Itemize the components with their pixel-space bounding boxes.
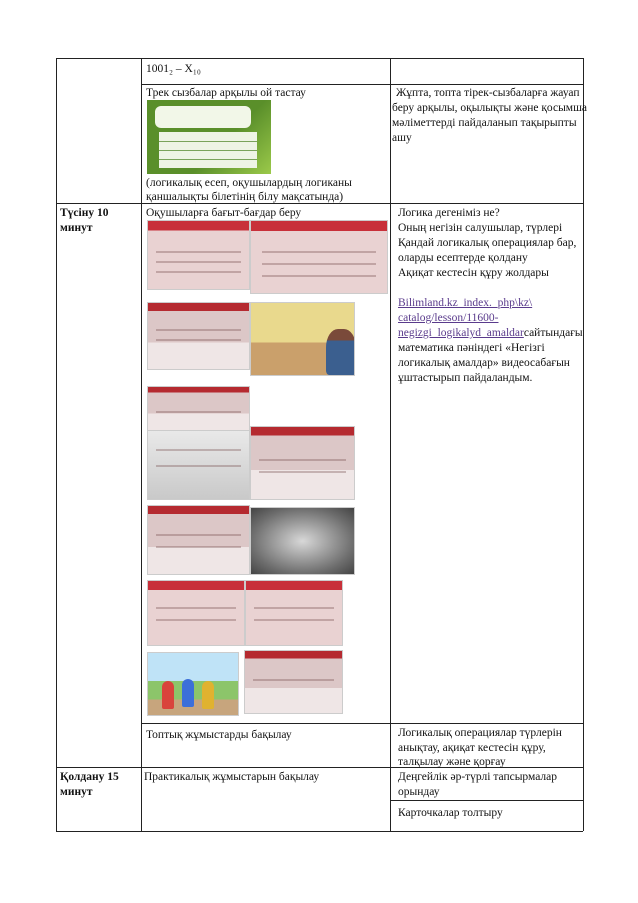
bilimland-link[interactable]: catalog/lesson/11600- bbox=[398, 312, 499, 324]
lesson-screenshot-image bbox=[147, 386, 250, 432]
table-row-divider bbox=[141, 84, 583, 85]
activity-text: Трек сызбалар арқылы ой тастау bbox=[146, 87, 306, 99]
resource-text: Оның негізін салушылар, түрлері bbox=[398, 222, 563, 234]
resource-text: Логика дегеніміз не? bbox=[398, 207, 500, 219]
activity-text: Практикалық жұмыстарын бақылау bbox=[144, 771, 320, 783]
description-text: логикалық амалдар» видеосабағын bbox=[398, 357, 570, 369]
resource-text: анықтау, ақиқат кестесін құру, bbox=[398, 742, 546, 754]
formula-text: 1001₂ – X₁₀ bbox=[146, 63, 201, 75]
resource-text: ашу bbox=[392, 132, 412, 144]
table-row-divider bbox=[390, 800, 583, 801]
lesson-screenshot-image bbox=[244, 650, 343, 714]
bilimland-link[interactable]: Bilimland.kz_index._php\kz\ bbox=[398, 297, 533, 309]
stage-label: Қолдану 15 bbox=[60, 771, 119, 783]
lesson-screenshot-image bbox=[245, 580, 343, 646]
bilimland-link[interactable]: negizgi_logikalyd_amaldar bbox=[398, 327, 524, 339]
lesson-screenshot-image bbox=[250, 507, 355, 575]
link-suffix-text: сайтындағы bbox=[523, 327, 583, 339]
description-text: математика пәніндегі «Негізгі bbox=[398, 342, 545, 354]
link-line bbox=[398, 326, 583, 341]
description-text: ұштастырып пайдаландым. bbox=[398, 372, 533, 384]
table-border-bottom bbox=[56, 831, 583, 832]
activity-text: Топтық жұмыстарды бақылау bbox=[146, 729, 292, 741]
resource-text: мәліметтерді пайдаланып тақырыпты bbox=[392, 117, 577, 129]
video-lesson-photo bbox=[250, 302, 355, 376]
stage-duration: минут bbox=[60, 222, 93, 234]
stage-duration: минут bbox=[60, 786, 93, 798]
resource-text: Карточкалар толтыру bbox=[398, 807, 503, 819]
caption-text: қаншалықты білетінің білу мақсатында) bbox=[146, 191, 344, 203]
track-diagram-image bbox=[147, 100, 271, 174]
stage-label: Түсіну 10 bbox=[60, 207, 109, 219]
table-column-divider bbox=[390, 58, 391, 831]
resource-text: орындау bbox=[398, 786, 440, 798]
resource-text: Деңгейлік әр-түрлі тапсырмалар bbox=[398, 771, 558, 783]
resource-text: Логикалық операциялар түрлерін bbox=[398, 727, 562, 739]
resource-text: Ақиқат кестесін құру жолдары bbox=[398, 267, 549, 279]
caption-text: (логикалық есеп, оқушылардың логиканы bbox=[146, 177, 352, 189]
lesson-screenshot-image bbox=[147, 580, 245, 646]
lesson-screenshot-image bbox=[147, 430, 250, 500]
resource-text: беру арқылы, оқылықты және қосымша bbox=[392, 102, 588, 114]
table-row-divider bbox=[141, 723, 583, 724]
resource-text: талқылау және қорғау bbox=[398, 756, 506, 768]
resource-text: оларды есептерде қолдану bbox=[398, 252, 528, 264]
cartoon-children-image bbox=[147, 652, 239, 716]
resource-text: Қандай логикалық операциялар бар, bbox=[398, 237, 577, 249]
lesson-screenshot-image bbox=[250, 220, 388, 294]
resource-text: Жұпта, топта тірек-сызбаларға жауап bbox=[396, 87, 580, 99]
lesson-screenshot-image bbox=[250, 426, 355, 500]
table-border-right bbox=[583, 58, 584, 831]
lesson-screenshot-image bbox=[147, 505, 250, 575]
table-border-top bbox=[56, 58, 583, 59]
lesson-screenshot-image bbox=[147, 220, 250, 290]
lesson-screenshot-image bbox=[147, 302, 250, 370]
activity-text: Оқушыларға бағыт-бағдар беру bbox=[146, 207, 302, 219]
table-border-left bbox=[56, 58, 57, 831]
table-column-divider bbox=[141, 58, 142, 831]
